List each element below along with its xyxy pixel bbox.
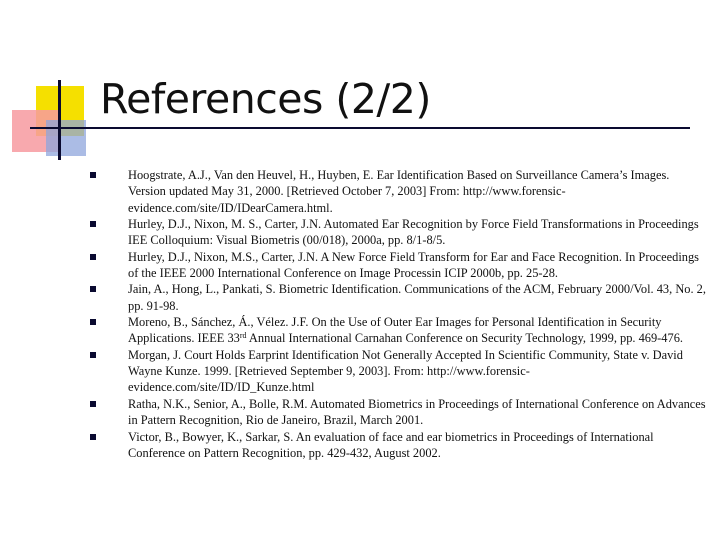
square-bullet-icon: [90, 319, 96, 325]
square-bullet-icon: [90, 254, 96, 260]
reference-list: [90, 167, 710, 461]
reference-item: [90, 249, 710, 282]
reference-text-part: Moreno, B., Sánchez, Á., Vélez. J.F. On the Use of Outer Ear Images for Personal Identification in Security Applications. IEEE 33: [128, 315, 662, 346]
decorative-vertical-rule: [58, 80, 61, 160]
reference-item: [90, 314, 710, 347]
square-bullet-icon: [90, 352, 96, 358]
square-bullet-icon: [90, 172, 96, 178]
reference-item: [90, 281, 710, 314]
reference-item: [90, 347, 710, 396]
reference-text: [128, 315, 683, 345]
reference-text: Ratha, N.K., Senior, A., Bolle, R.M. Automated Biometrics in Proceedings of International Conference on Advances in Pattern Recognition, Rio de Janeiro, Brazil, March 2001.: [128, 396, 706, 428]
reference-item: [90, 167, 710, 216]
reference-item: [90, 429, 710, 462]
ordinal-superscript: rd: [239, 331, 247, 341]
slide-title: References (2/2): [100, 75, 431, 123]
reference-text: Hurley, D.J., Nixon, M.S., Carter, J.N. A New Force Field Transform for Ear and Face Recognition. In Proceedings of the IEEE 2000 International Conference on Image Processin ICIP 2000b, pp. 25-28.: [128, 249, 699, 281]
reference-text: Jain, A., Hong, L., Pankati, S. Biometric Identification. Communications of the ACM, February 2000/Vol. 43, No. 2, pp. 91-98.: [128, 282, 706, 313]
reference-text-part: Annual International Carnahan Conference on Security Technology, 1999, pp. 469-476.: [246, 331, 683, 346]
square-bullet-icon: [90, 401, 96, 407]
square-bullet-icon: [90, 434, 96, 440]
reference-text: Victor, B., Bowyer, K., Sarkar, S. An evaluation of face and ear biometrics in Proceedings of International Conference on Pattern Recognition, pp. 429-432, August 2002.: [128, 429, 654, 460]
reference-item: [90, 216, 710, 249]
title-underline: [30, 127, 690, 129]
reference-text: Hurley, D.J., Nixon, M. S., Carter, J.N. Automated Ear Recognition by Force Field Transformations in Proceedings IEE Colloquium: Visual Biometris (00/018), 2000a, pp. 8/1-8/5.: [128, 217, 699, 248]
reference-text: Morgan, J. Court Holds Earprint Identification Not Generally Accepted In Scientific Community, State v. David Wayne Kunze. 1999. [Retrieved September 9, 2003]. From: http://www.forensic-evidence.com/site/ID/ID_Kunze.html: [128, 347, 683, 395]
square-bullet-icon: [90, 286, 96, 292]
decorative-blue-square: [46, 120, 86, 156]
square-bullet-icon: [90, 221, 96, 227]
reference-text: Hoogstrate, A.J., Van den Heuvel, H., Huyben, E. Ear Identification Based on Surveillance Camera’s Images. Version updated May 31, 2000. [Retrieved October 7, 2003] From: http://www.forensic-evidence.com/site/ID/IDearCamera.html.: [128, 168, 670, 215]
reference-item: [90, 396, 710, 429]
